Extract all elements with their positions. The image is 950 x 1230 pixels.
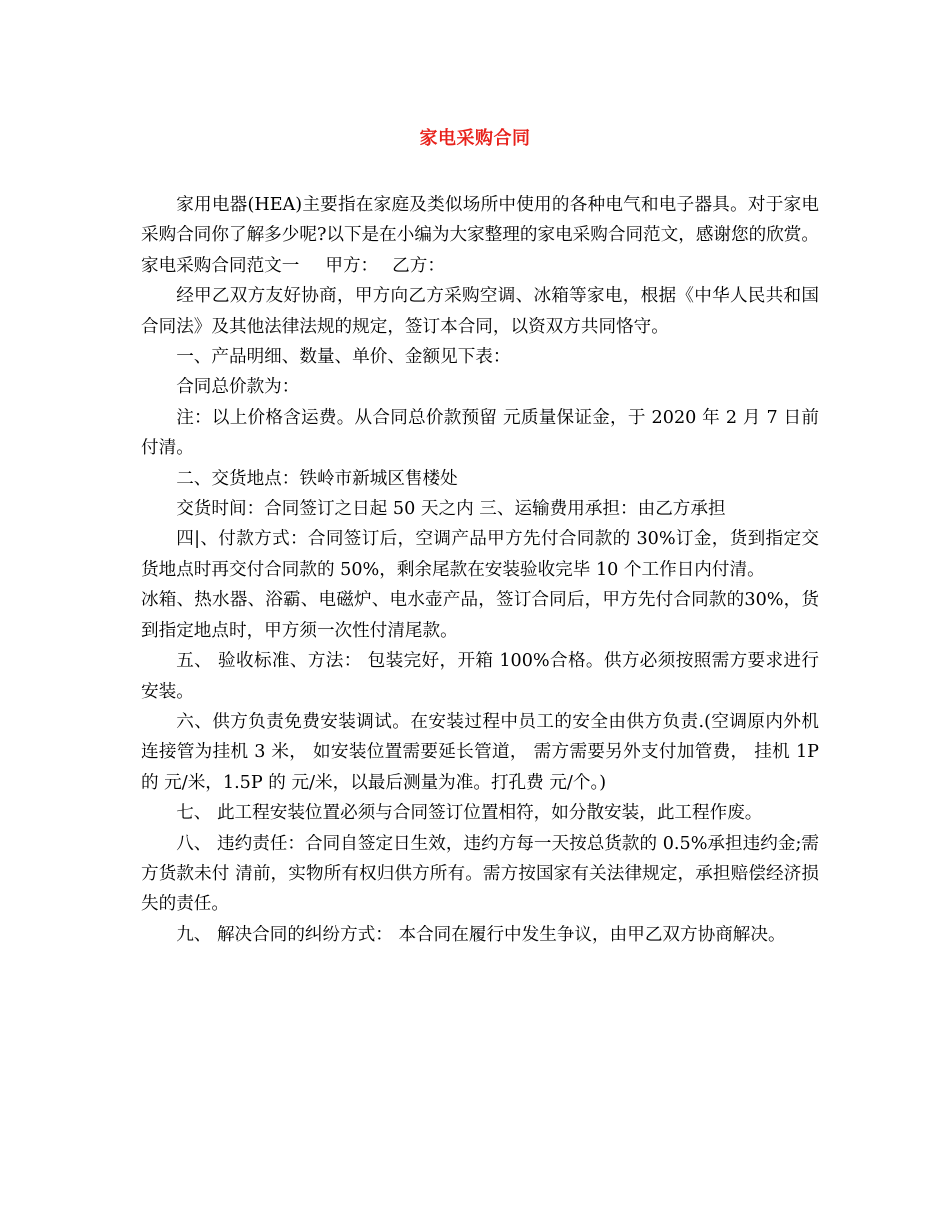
- clause-paragraph: 合同总价款为：: [176, 377, 300, 398]
- sample-heading-line: [141, 251, 819, 281]
- clause-paragraph: 七、 此工程安装位置必须与合同签订位置相符，如分散安装，此工程作废。: [176, 803, 763, 824]
- continuation-paragraph: 冰箱、热水器、浴霸、电磁炉、电水壶产品，签订合同后，甲方先付合同款的30%，货到指定地点时，甲方须一次性付清尾款。: [141, 590, 819, 641]
- document-body: [141, 190, 819, 950]
- clause-paragraph: 八、 违约责任：合同自签定日生效，违约方每一天按总货款的 0.5%承担违约金;需方货款未付 清前，实物所有权归供方所有。需方按国家有关法律规定，承担赔偿经济损失的责任。: [141, 833, 819, 915]
- clause-paragraph: 经甲乙双方友好协商，甲方向乙方采购空调、冰箱等家电，根据《中华人民共和国合同法》及其他法律法规的规定，签订本合同，以资双方共同恪守。: [141, 286, 819, 337]
- clause-paragraph: 四|、付款方式：合同签订后，空调产品甲方先付合同款的 30%订金，货到指定交货地点时再交付合同款的 50%，剩余尾款在安装验收完毕 10 个工作日内付清。: [141, 529, 819, 580]
- intro-paragraph: 家用电器(HEA)主要指在家庭及类似场所中使用的各种电气和电子器具。对于家电采购合同你了解多少呢?以下是在小编为大家整理的家电采购合同范文，感谢您的欣赏。: [141, 195, 819, 246]
- clause-paragraph: 二、交货地点：铁岭市新城区售楼处: [176, 468, 458, 489]
- clause-paragraph: 交货时间：合同签订之日起 50 天之内 三、运输费用承担：由乙方承担: [176, 499, 726, 520]
- document-title: 家电采购合同: [419, 128, 531, 149]
- clause-paragraph: 一、产品明细、数量、单价、金额见下表：: [176, 347, 511, 368]
- clause-paragraph: 五、 验收标准、方法： 包装完好，开箱 100%合格。供方必须按照需方要求进行安装。: [141, 651, 819, 702]
- party-b-label: 乙方：: [392, 255, 445, 276]
- clause-paragraph: 注：以上价格含运费。从合同总价款预留 元质量保证金，于 2020 年 2 月 7 日前付清。: [141, 407, 819, 459]
- clause-paragraph: 九、 解决合同的纠纷方式： 本合同在履行中发生争议，由甲乙双方协商解决。: [176, 924, 786, 945]
- sample-heading: 家电采购合同范文一: [141, 255, 300, 276]
- clause-paragraph: 六、供方负责免费安装调试。在安装过程中员工的安全由供方负责.(空调原内外机连接管为挂机 3 米， 如安装位置需要延长管道， 需方需要另外支付加管费， 挂机 1P 的 元/米，1.5P 的 元/米，以最后测量为准。打孔费 元/个。): [141, 711, 819, 793]
- party-a-label: 甲方：: [325, 255, 379, 276]
